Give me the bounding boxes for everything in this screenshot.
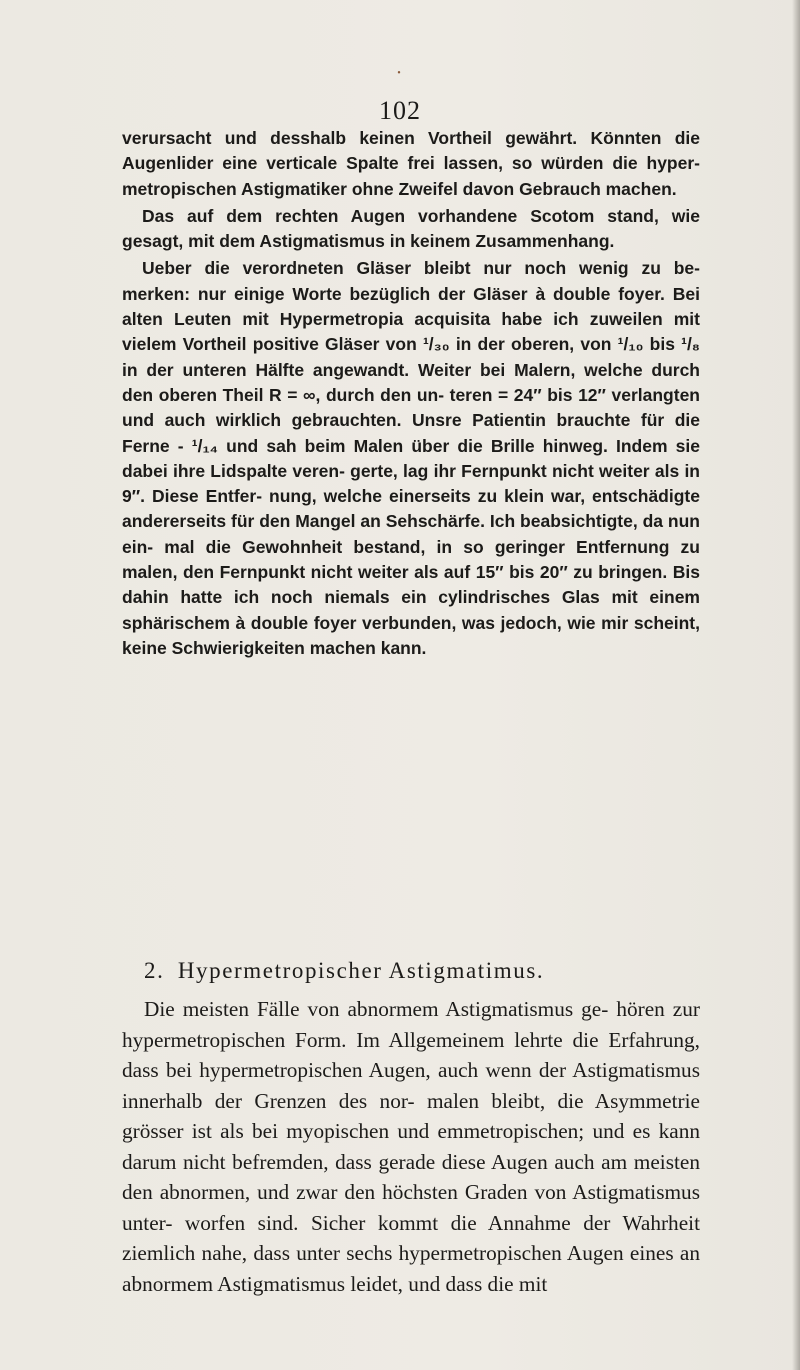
section-heading — [144, 958, 544, 984]
paragraph-hypermetropic: Die meisten Fälle von abnormem Astigmatismus ge- hören zur hypermetropischen Form. Im Allgemeinem lehrte die Erfahrung, dass bei hypermetropischen Augen, auch wenn der Astigmatismus innerhalb der Grenzen des nor- malen bleibt, die Asymmetrie grösser ist als bei myopischen und emmetropischen; und es kann darum nicht befremden, dass gerade diese Augen auch am meisten den abnormen, und zwar den höchsten Graden von Astigmatismus unter- worfen sind. Sicher kommt die Annahme der Wahrheit ziemlich nahe, dass unter sechs hypermetropischen Augen eines an abnormem Astigmatismus leidet, und dass die mit — [122, 997, 700, 1296]
paragraph-continuation: verursacht und desshalb keinen Vortheil gewährt. Könnten die Augenlider eine verticale Spalte frei lassen, so würden die hyper- metropischen Astigmatiker ohne Zweifel davon Gebrauch machen. — [122, 128, 700, 199]
section-number: 2. — [144, 958, 165, 983]
lower-text-block — [122, 994, 700, 1299]
page-number: 102 — [379, 96, 421, 125]
paragraph-scotom: Das auf dem rechten Augen vorhandene Scotom stand, wie gesagt, mit dem Astigmatismus in keinem Zusammenhang. — [122, 205, 700, 252]
page-ornament: • — [397, 68, 401, 79]
upper-text-block — [122, 126, 700, 661]
page-edge-shadow — [792, 0, 800, 1370]
paragraph-glasses: Ueber die verordneten Gläser bleibt nur noch wenig zu be- merken: nur einige Worte bezüglich der Gläser à double foyer. Bei alten Leuten mit Hypermetropia acquisita habe ich zuweilen mit vielem Vortheil positive Gläser von ¹/₃₀ in der oberen, von ¹/₁₀ bis ¹/₈ in der unteren Hälfte angewandt. Weiter bei Malern, welche durch den oberen Theil R = ∞, durch den un- teren = 24″ bis 12″ verlangten und auch wirklich gebrauchten. Unsre Patientin brauchte für die Ferne - ¹/₁₄ und sah beim Malen über die Brille hinweg. Indem sie dabei ihre Lidspalte veren- gerte, lag ihr Fernpunkt nicht weiter als in 9″. Diese Entfer- nung, welche einerseits zu klein war, entschädigte andererseits für den Mangel an Sehschärfe. Ich beabsichtigte, da nun ein- mal die Gewohnheit bestand, in so geringer Entfernung zu malen, den Fernpunkt nicht weiter als auf 15″ bis 20″ zu bringen. Bis dahin hatte ich noch niemals ein cylindrisches Glas mit einem sphärischem à double foyer verbunden, was jedoch, wie mir scheint, keine Schwierigkeiten machen kann. — [122, 258, 700, 658]
section-title: Hypermetropischer Astigmatimus. — [177, 958, 545, 983]
